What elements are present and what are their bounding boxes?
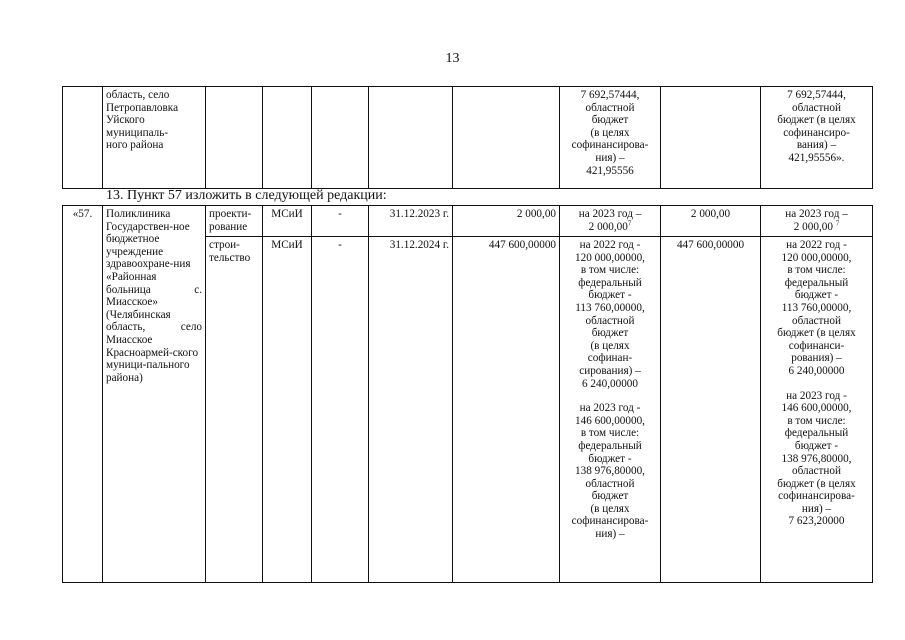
funding-plan-2022: на 2022 год - 120 000,00000, в том числе: федеральный бюджет - 113 760,00000, областной бюджет (в целях софинан- сирования) – 6 240,00000 [575,239,645,390]
cell-funding-plan [560,237,661,583]
cell-dash: - [312,206,369,237]
cell-number: «57. [63,206,103,583]
funding-final-2022: на 2022 год - 120 000,00000, в том числе: федеральный бюджет - 113 760,00000, областной бюджет (в целях софинанси- рования) – 6 240,00000 [777,239,856,377]
cell-customer: МСиИ [263,237,312,583]
footnote-marker: 7 [627,218,632,227]
section-heading: 13. Пункт 57 изложить в следующей редакции: [106,188,387,203]
cell-amount: 447 600,00000 [453,237,560,583]
table-row [63,206,873,237]
funding-final-2023: на 2023 год - 146 600,00000, в том числе: федеральный бюджет - 138 976,80000, областной бюджет (в целях софинансирова- ния) – 7 623,20000 [777,389,856,528]
table-row [63,87,873,189]
cell-work: строи- тельство [206,237,263,583]
cell-amount2 [661,87,761,189]
funding-plan-text: на 2023 год – 2 000,00 [578,208,642,233]
cell-customer [263,87,312,189]
cell-dash: - [312,237,369,583]
cell-date: 31.12.2023 г. [369,206,453,237]
cell-amount [453,87,560,189]
cell-date [369,87,453,189]
cell-work [206,87,263,189]
funding-plan-2023: на 2023 год - 146 600,00000, в том числе: федеральный бюджет - 138 976,80000, областной бюджет (в целях софинансирова- ния) – [571,402,649,541]
cell-amount: 2 000,00 [453,206,560,237]
cell-object: область, село Петропавловка Уйского муниципаль- ного района [103,87,206,189]
cell-funding-plan [560,206,661,237]
cell-funding-final: 7 692,57444, областной бюджет (в целях софинансиро- вания) – 421,95556». [761,87,873,189]
cell-number [63,87,103,189]
cell-date: 31.12.2024 г. [369,237,453,583]
cell-funding-final [761,206,873,237]
cell-amount2: 447 600,00000 [661,237,761,583]
cell-funding-final [761,237,873,583]
cell-customer: МСиИ [263,206,312,237]
cell-amount2: 2 000,00 [661,206,761,237]
cell-funding-plan: 7 692,57444, областной бюджет (в целях софинансирова- ния) – 421,95556 [560,87,661,189]
cell-dash [312,87,369,189]
cell-object: Поликлиника Государствен-ное бюджетное учреждение здравоохране-ния «Районная больница с. Миасское» (Челябинская область, село Миасское Красноармей-ского муници-пального района) [103,206,206,583]
table-continuation [62,86,873,189]
funding-final-text: на 2023 год – 2 000,00 [785,208,848,233]
cell-work: проекти- рование [206,206,263,237]
table-item-57 [62,205,873,583]
footnote-marker: 7 [835,218,840,227]
page-number: 13 [445,51,460,66]
